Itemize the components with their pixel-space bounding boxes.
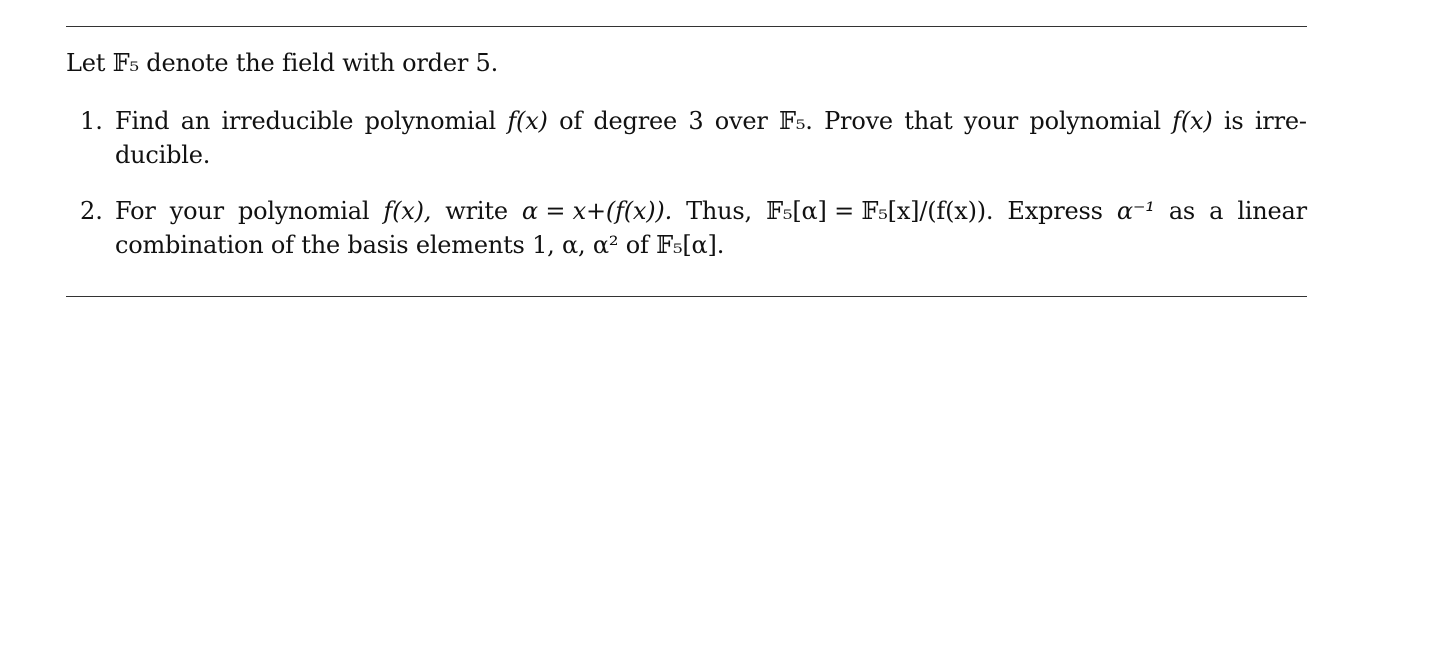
word: your (169, 197, 224, 225)
word: polynomial (237, 197, 370, 225)
word: as (1168, 197, 1196, 225)
word: irreducible (221, 107, 354, 135)
word: of (559, 107, 583, 135)
word: linear (1237, 197, 1307, 225)
word: an (180, 107, 211, 135)
item-1-line-2: ducible. (115, 141, 211, 169)
math-fx: f(x) (1172, 107, 1213, 135)
word: a (1209, 197, 1224, 225)
word: write (445, 197, 508, 225)
word: irre- (1254, 107, 1307, 135)
item-1-number: 1. (80, 107, 103, 135)
math-alpha-inverse: α⁻¹ (1116, 197, 1155, 225)
word: that (904, 107, 953, 135)
problem-intro: Let 𝔽₅ denote the field with order 5. (66, 49, 499, 77)
word: polynomial (364, 107, 496, 135)
word: your (963, 107, 1019, 135)
word: Prove (824, 107, 893, 135)
top-rule (66, 26, 1307, 27)
word: degree (593, 107, 677, 135)
word: Thus, (686, 197, 752, 225)
word: 3 (688, 107, 704, 135)
item-2-line-1 (115, 196, 1307, 226)
word: For (115, 197, 156, 225)
item-2-line-2: combination of the basis elements 1, α, α² of 𝔽₅[α]. (115, 231, 725, 259)
word: Express (1007, 197, 1103, 225)
math-fx: f(x), (383, 197, 432, 225)
bottom-rule (66, 296, 1307, 297)
math-quotient: 𝔽₅[α] = 𝔽₅[x]/(f(x)). (766, 197, 994, 225)
item-1-line-1 (115, 106, 1307, 136)
word: Find (115, 107, 170, 135)
math-alpha-def: α = x+(f(x)). (521, 197, 673, 225)
word: is (1223, 107, 1244, 135)
word: polynomial (1029, 107, 1161, 135)
item-2-number: 2. (80, 197, 103, 225)
math-field: 𝔽₅. (779, 107, 813, 135)
word: over (714, 107, 768, 135)
math-fx: f(x) (507, 107, 548, 135)
